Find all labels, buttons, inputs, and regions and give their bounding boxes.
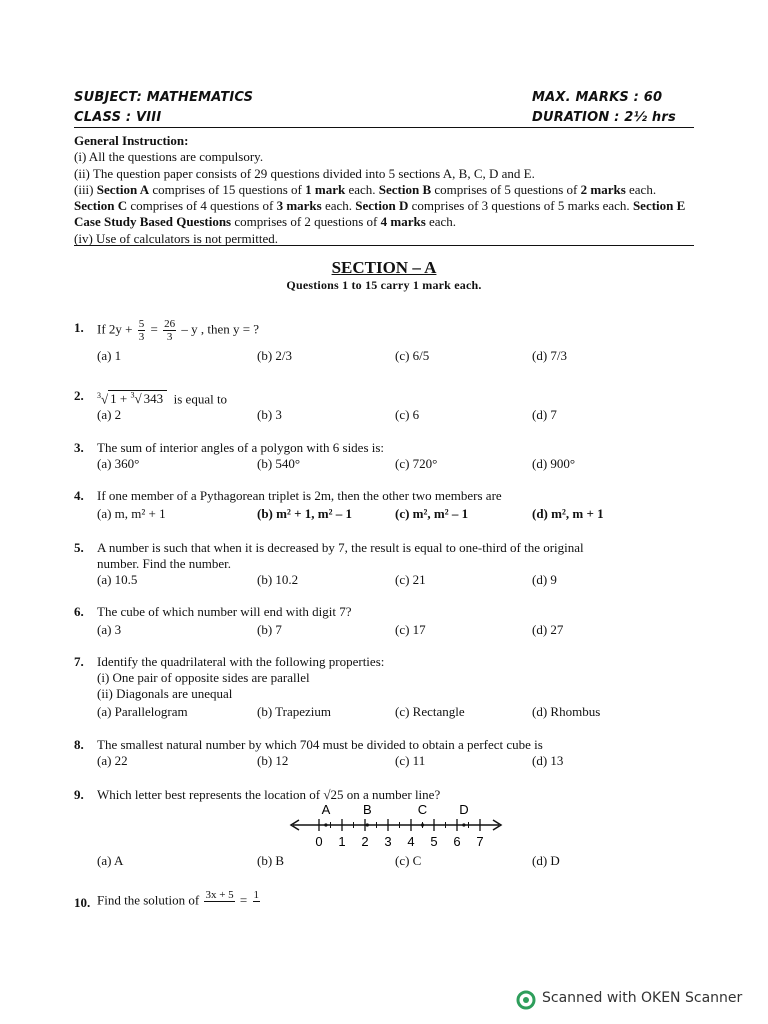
q10-pre: Find the solution of	[97, 892, 200, 908]
question-number: 4.	[74, 488, 84, 503]
question-number: 6.	[74, 604, 84, 619]
option-c: (c) 17	[395, 622, 426, 637]
point-letter-d: D	[459, 803, 469, 817]
q10-fraction-right	[253, 889, 261, 914]
option-b: (b) 2/3	[257, 348, 293, 363]
question-text: $^3$√ 1 + $^3$√ 343 is equal to	[97, 391, 228, 407]
option-d: (d) 900°	[532, 456, 576, 471]
option-b: (b) 10.2	[257, 572, 299, 587]
radicand-one: 1 +	[110, 391, 128, 407]
question-text: The sum of interior angles of a polygon with 6 sides is:	[97, 440, 385, 455]
point-letter-b: B	[362, 803, 372, 817]
q2-post: is equal to	[173, 391, 228, 407]
inner-root-index: 3	[130, 391, 135, 400]
instruction-iii-marks: 3 marks	[276, 198, 322, 214]
option-b: (b) B	[257, 853, 285, 868]
option-b: (b) m² + 1, m² – 1	[257, 506, 352, 521]
question-number: 7.	[74, 654, 84, 669]
denominator	[253, 902, 261, 914]
instructions-title: General Instruction:	[74, 133, 189, 148]
instruction-iii-text: comprises of 2 questions of	[234, 214, 378, 230]
option-a: (a) 1	[97, 348, 122, 363]
instructions-divider	[74, 245, 694, 246]
q1-fraction-2	[163, 318, 176, 343]
instruction-iii-text: comprises of 5 questions of	[434, 181, 578, 197]
instruction-ii: (ii) The question paper consists of 29 questions divided into 5 sections A, B, C, D and E.	[74, 165, 535, 181]
outer-root-index: 3	[97, 391, 101, 400]
outer-radicand: 1 + $^3$√ 343	[108, 390, 167, 406]
instruction-i: (i) All the questions are compulsory.	[74, 149, 264, 165]
general-instructions	[74, 133, 696, 247]
tick-label: 0	[315, 834, 323, 849]
number-line-letters	[322, 803, 469, 827]
tick-label: 5	[430, 834, 438, 849]
tick-label: 1	[338, 834, 346, 849]
instruction-iii-text: each.	[629, 181, 657, 197]
point-dot	[462, 823, 465, 826]
option-a: (a) Parallelogram	[97, 704, 188, 719]
section-title: SECTION – A	[331, 258, 437, 277]
oken-scanner-logo-icon	[516, 990, 536, 1010]
instruction-iii-text: each.	[324, 198, 353, 214]
point-letter-c: C	[417, 803, 428, 817]
question-text-line-2: number. Find the number.	[97, 556, 231, 571]
option-c: (c) 6	[395, 407, 420, 422]
instruction-iii-text: each.	[429, 214, 457, 230]
point-letter-a: A	[321, 803, 331, 817]
header-divider	[74, 127, 694, 128]
numerator: 3x + 5	[205, 889, 234, 901]
question-text	[97, 318, 259, 343]
instruction-iii-sec-e: Section E Case Study Based Questions	[74, 198, 686, 230]
instruction-iii-sec-b: Section B	[378, 181, 432, 197]
question-number: 2.	[74, 388, 84, 403]
option-d: (d) 7/3	[532, 348, 568, 363]
subject-label: SUBJECT: MATHEMATICS	[74, 90, 254, 105]
instruction-iii-num: (iii)	[74, 181, 94, 197]
instruction-iv: (iv) Use of calculators is not permitted.	[74, 230, 278, 246]
option-d: (d) D	[532, 853, 560, 868]
max-marks-label: MAX. MARKS : 60	[532, 90, 663, 105]
option-d: (d) 9	[532, 572, 557, 587]
number-line-ticks	[315, 819, 483, 849]
point-dot	[421, 823, 424, 826]
question-text: The cube of which number will end with digit 7?	[97, 604, 352, 619]
point-dot	[366, 823, 369, 826]
option-a: (a) m, m² + 1	[97, 506, 166, 521]
question-number: 8.	[74, 737, 84, 752]
instruction-iii-marks: 2 marks	[580, 181, 626, 197]
option-d: (d) 13	[532, 753, 564, 768]
option-c: (c) 720°	[395, 456, 438, 471]
question-number: 1.	[74, 320, 84, 335]
option-c: (c) Rectangle	[395, 704, 465, 719]
instruction-iii-text: comprises of 4 questions of	[130, 198, 274, 214]
q10-fraction-left	[204, 889, 234, 914]
denominator	[204, 902, 234, 914]
option-b: (b) 540°	[257, 456, 301, 471]
q1-fraction-1	[138, 318, 146, 343]
q1-post: – y , then y = ?	[181, 321, 260, 337]
number-line	[285, 803, 515, 853]
option-d: (d) Rhombus	[532, 704, 601, 719]
question-number: 10.	[74, 895, 91, 910]
option-d: (d) m², m + 1	[532, 506, 604, 521]
question-text: Which letter best represents the location of √25 on a number line?	[97, 787, 441, 802]
denominator: 3	[166, 331, 173, 343]
question-text-line-1: A number is such that when it is decreased by 7, the result is equal to one-third of the original	[97, 540, 584, 555]
tick-label: 4	[407, 834, 415, 849]
tick-label: 6	[453, 834, 461, 849]
instruction-iii-text: each.	[348, 181, 376, 197]
question-text: Identify the quadrilateral with the following properties:	[97, 654, 385, 669]
section-subtitle: Questions 1 to 15 carry 1 mark each.	[286, 278, 482, 292]
equals: =	[239, 892, 248, 908]
option-b: (b) 12	[257, 753, 289, 768]
instruction-iii-mark: 1 mark	[305, 181, 346, 197]
numerator: 1	[253, 889, 260, 901]
option-a: (a) 3	[97, 622, 122, 637]
option-b: (b) Trapezium	[257, 704, 332, 719]
property-2: (ii) Diagonals are unequal	[97, 686, 233, 701]
option-c: (c) 6/5	[395, 348, 430, 363]
point-dot	[324, 823, 327, 826]
duration-label: DURATION : 2½ hrs	[532, 110, 676, 125]
option-a: (a) 2	[97, 407, 122, 422]
property-1: (i) One pair of opposite sides are parallel	[97, 670, 310, 685]
option-a: (a) 22	[97, 753, 128, 768]
option-a: (a) A	[97, 853, 124, 868]
instruction-iii-sec-c: Section C	[74, 198, 128, 214]
tick-label: 7	[476, 834, 484, 849]
question-number: 3.	[74, 440, 84, 455]
tick-label: 2	[361, 834, 369, 849]
tick-label: 3	[384, 834, 392, 849]
option-c: (c) C	[395, 853, 422, 868]
option-b: (b) 3	[257, 407, 282, 422]
option-a: (a) 10.5	[97, 572, 138, 587]
instruction-iii-text: comprises of 15 questions of	[152, 181, 302, 197]
option-c: (c) 21	[395, 572, 426, 587]
option-d: (d) 27	[532, 622, 564, 637]
numerator: 5	[138, 318, 145, 330]
instruction-iii-sec-a: Section A	[96, 181, 150, 197]
option-d: (d) 7	[532, 407, 557, 422]
class-label: CLASS : VIII	[74, 110, 162, 125]
instruction-iii-sec-d: Section D	[355, 198, 409, 214]
option-c: (c) m², m² – 1	[395, 506, 469, 521]
instruction-iii	[74, 182, 696, 231]
question-text	[97, 889, 262, 914]
question-text: The smallest natural number by which 704 must be divided to obtain a perfect cube is	[97, 737, 543, 752]
scanner-watermark: Scanned with OKEN Scanner	[542, 990, 743, 1006]
instruction-iii-marks: 4 marks	[380, 214, 426, 230]
inner-radicand: 343	[143, 391, 164, 407]
q1-pre: If 2y +	[97, 321, 133, 337]
option-b: (b) 7	[257, 622, 282, 637]
numerator: 26	[164, 318, 176, 330]
denominator: 3	[138, 331, 145, 343]
option-a: (a) 360°	[97, 456, 140, 471]
instruction-iii-text: comprises of 3 questions of 5 marks each.	[411, 198, 630, 214]
equals: =	[150, 321, 158, 337]
question-number: 5.	[74, 540, 84, 555]
question-text: If one member of a Pythagorean triplet is 2m, then the other two members are	[97, 488, 502, 503]
option-c: (c) 11	[395, 753, 426, 768]
question-number: 9.	[74, 787, 84, 802]
